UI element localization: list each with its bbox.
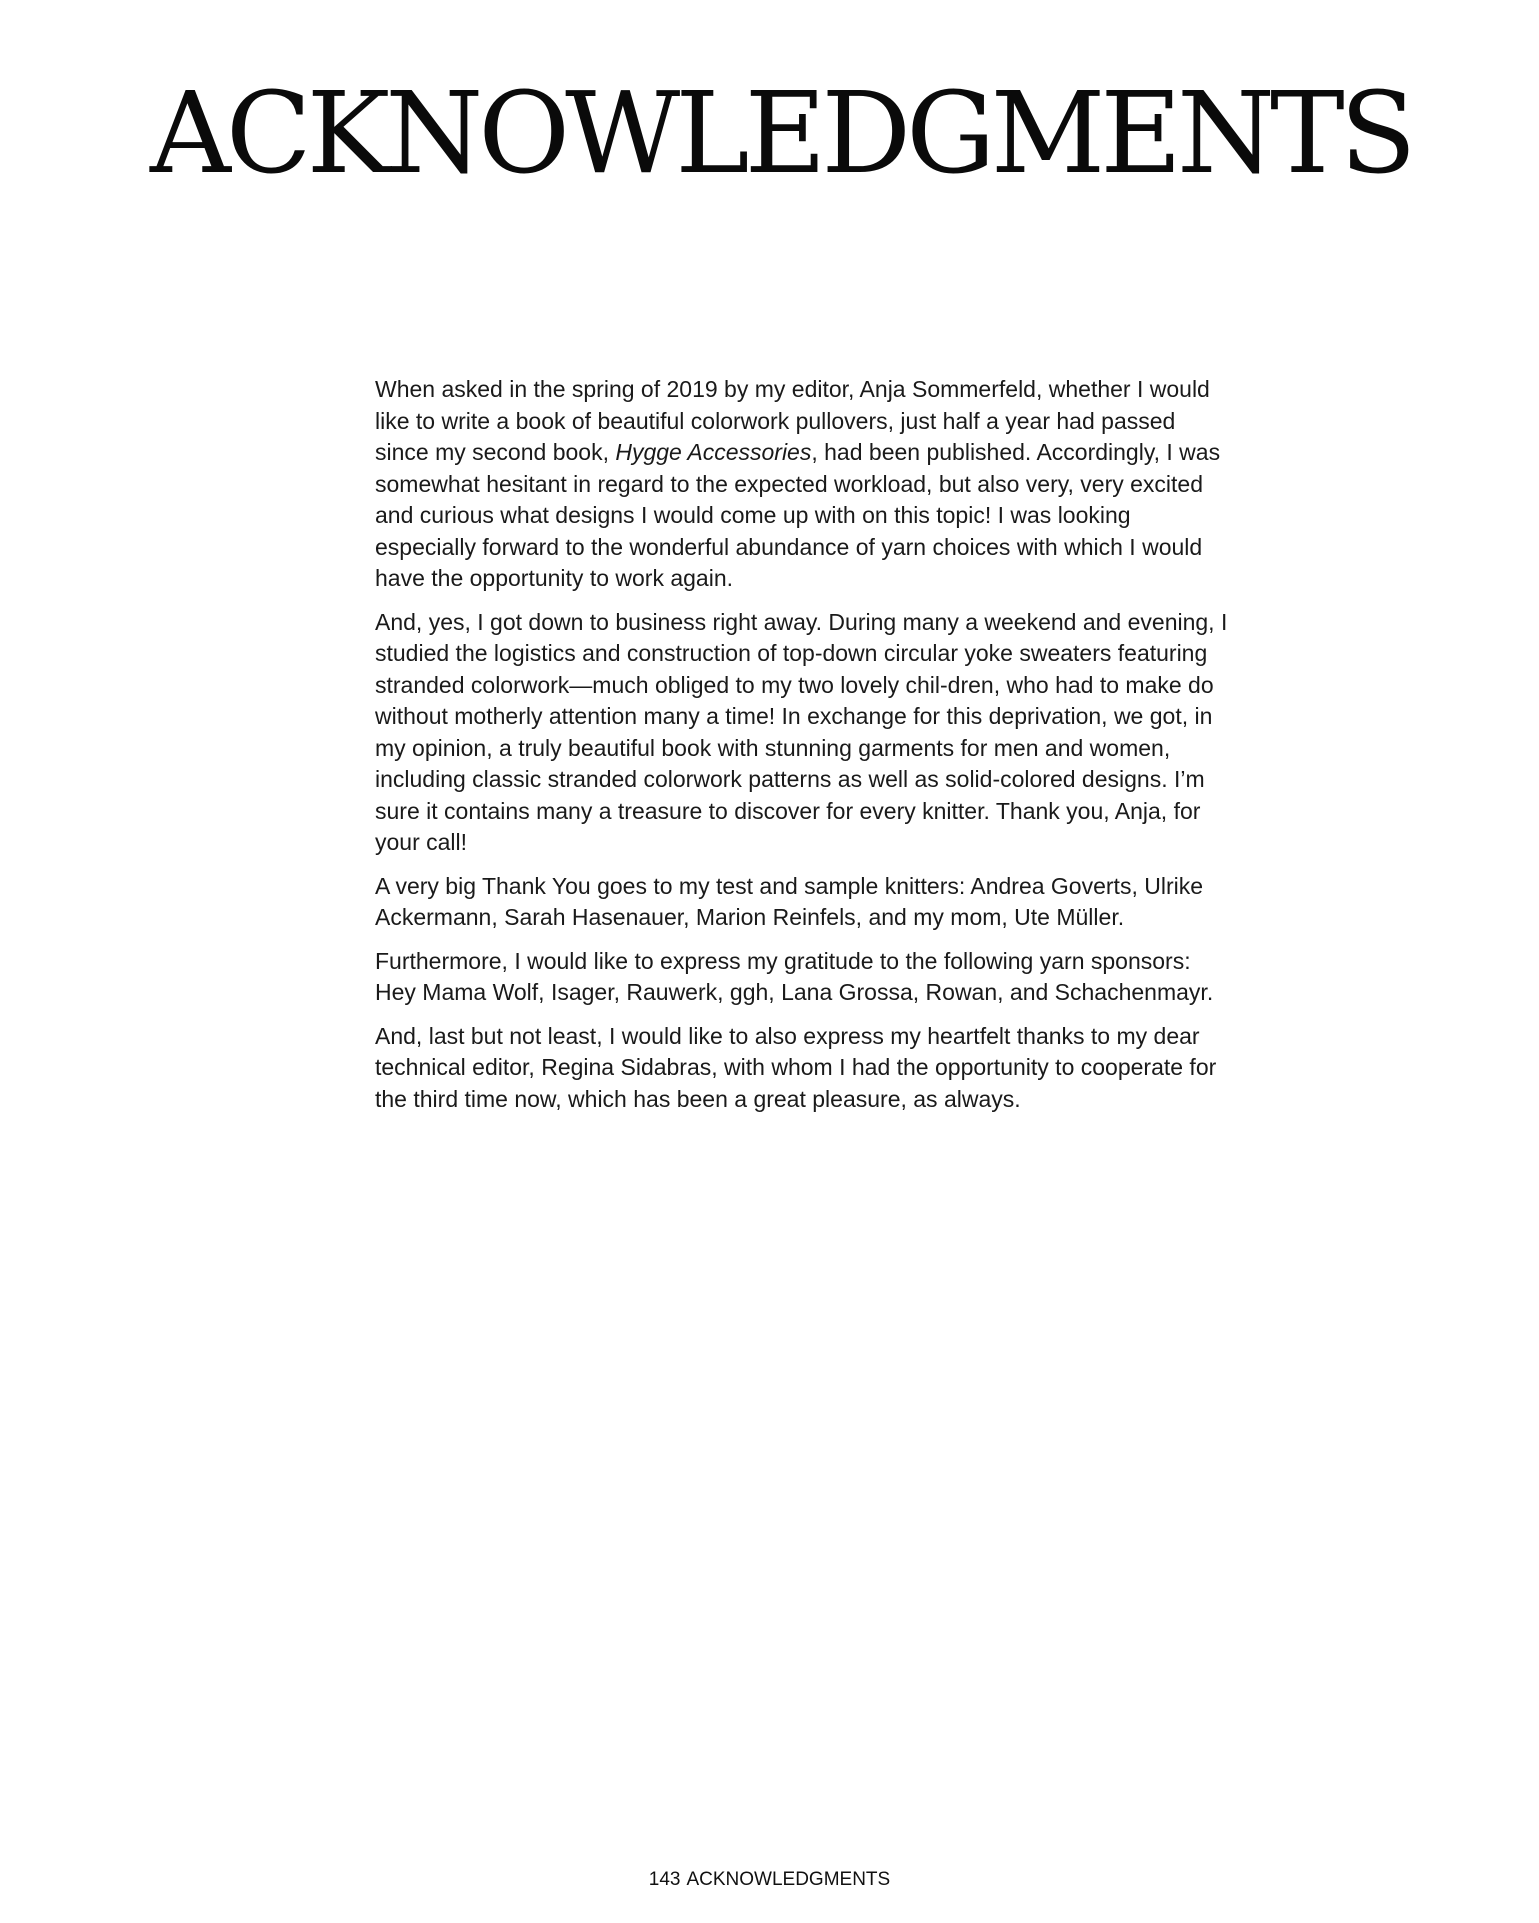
paragraph-2: And, yes, I got down to business right away. During many a weekend and evening, I studied the logistics and construction of top-down circular yoke sweaters featuring stranded colorwork—much obliged to my two lovely chil-dren, who had to make do without motherly attention many a time! In exchange for this deprivation, we got, in my opinion, a truly beautiful book with stunning garments for men and women, including classic stranded colorwork patterns as well as solid-colored designs. I’m sure it contains many a treasure to discover for every knitter. Thank you, Anja, for your call!	[375, 608, 1228, 855]
page-title: ACKNOWLEDGMENTS	[150, 69, 1412, 199]
body-text	[375, 374, 1230, 1127]
footer-section-title: ACKNOWLEDGMENTS	[686, 1869, 891, 1890]
paragraph-1	[375, 374, 1230, 595]
paragraph-1-text-end: , had been published. Accordingly, I was somewhat hesitant in regard to the expected workload, but also very, very excited and curious what designs I would come up with on this topic! I was looking especially forward to the wonderful abundance of yarn choices with which I would have the opportunity to work again.	[375, 439, 1221, 591]
page-footer	[0, 1869, 1539, 1891]
paragraph-3: A very big Thank You goes to my test and sample knitters: Andrea Goverts, Ulrike Ackermann, Sarah Hasenauer, Marion Reinfels, and my mom, Ute Müller.	[375, 872, 1203, 930]
book-title-italic: Hygge Accessories	[615, 439, 812, 465]
page-number: 143	[648, 1869, 681, 1890]
paragraph-1-text-start: When asked in the spring of 2019 by my editor, Anja Sommerfeld, whether I would like to write a book of beautiful colorwork pullovers, just half a year had passed since my second book,	[375, 376, 1210, 465]
paragraph-5: And, last but not least, I would like to also express my heartfelt thanks to my dear technical editor, Regina Sidabras, with whom I had the opportunity to cooperate for the third time now, which has been a great pleasure, as always.	[375, 1022, 1217, 1112]
paragraph-4: Furthermore, I would like to express my gratitude to the following yarn sponsors: Hey Mama Wolf, Isager, Rauwerk, ggh, Lana Grossa, Rowan, and Schachenmayr.	[375, 947, 1214, 1005]
